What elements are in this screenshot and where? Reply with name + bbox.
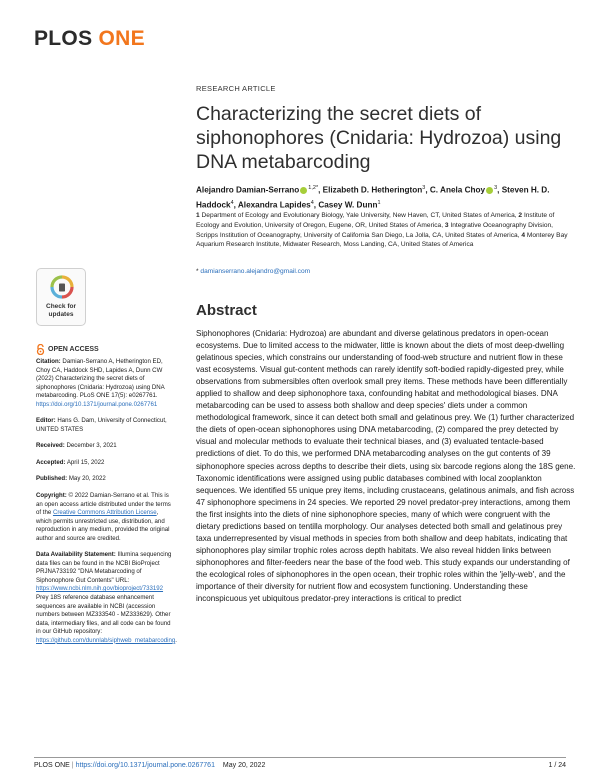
email-link[interactable]: damianserrano.alejandro@gmail.com	[200, 268, 311, 275]
open-lock-icon	[36, 344, 45, 355]
citation-doi-link[interactable]: https://doi.org/10.1371/journal.pone.0267761	[36, 400, 158, 408]
article-title: Characterizing the secret diets of siphonophores (Cnidaria: Hydrozoa) using DNA metabarcoding	[196, 103, 562, 173]
author-2[interactable]: Elizabeth D. Hetherington	[322, 185, 423, 195]
author-list: Alejandro Damian-Serrano $^{1,2*}$, Elizabeth D. Hetherington$^3$, C. Anela Choy $^3$, Steven H. D. Haddock$^4$, Alexandra Lapides$^4$, Casey W. Dunn$^1$	[196, 185, 550, 210]
corresponding-email[interactable]: * damianserrano.alejandro@gmail.com	[196, 268, 311, 275]
bioproject-link[interactable]: https://www.ncbi.nlm.nih.gov/bioproject/733192	[36, 585, 164, 593]
footer-date: May 20, 2022	[222, 762, 266, 769]
copyright-block: Copyright: © 2022 Damian-Serrano et al. This is an open access article distributed under the terms of the Creative Commons Attribution License, which permits unrestricted use, distribution, and reproduction in any medium, provided the original author and source are credited.	[36, 492, 171, 542]
orcid-icon[interactable]	[300, 187, 307, 194]
footer-divider	[34, 757, 566, 758]
license-link[interactable]: Creative Commons Attribution License	[52, 509, 157, 517]
footer-doi-link[interactable]: https://doi.org/10.1371/journal.pone.0267761	[75, 762, 215, 769]
article-type: RESEARCH ARTICLE	[196, 84, 276, 93]
page-number: 1 / 24	[548, 762, 566, 769]
check-for-updates-label: Check for updates	[46, 303, 76, 318]
journal-name-plos: PLOS	[34, 27, 93, 50]
open-access-label: OPEN ACCESS	[48, 346, 99, 353]
abstract-heading: Abstract	[196, 302, 257, 319]
journal-logo	[34, 27, 145, 51]
author-1[interactable]: Alejandro Damian-Serrano	[196, 185, 300, 195]
github-link[interactable]: https://github.com/dunnlab/siphweb_metabarcoding	[36, 636, 176, 644]
data-availability-block: Data Availability Statement: Illumina sequencing data files can be found in the NCBI BioProject PRJNA733192 "DNA Metabarcoding of Siphonophore Gut Contents" URL: https://www.ncbi.nlm.nih.gov/bioproject/733192 Prey 18S reference database enhancement sequences are available in NCBI (accession numbers between MZ333540 - MZ333629). Other data, intermediary files, and all code can be found in our GitHub repository: https://github.com/dunnlab/siphweb_metabarcoding.	[36, 551, 177, 644]
check-for-updates-badge[interactable]	[36, 268, 86, 326]
accepted-block: Accepted: April 15, 2022	[36, 458, 105, 466]
abstract-text: Siphonophores (Cnidaria: Hydrozoa) are abundant and diverse gelatinous predators in open-ocean ecosystems. Due to limited access to the midwater, little is known about the diets of most deep-dwelling gelatinous species, which constrains our understanding of food-web structure and nutrient flow in these vast ecosystems. Visual gut-content methods can rarely identify soft-bodied rapidly-digested prey, while observations from submersibles often overlook small prey items. These methods have been differentially applied to shallow and deep siphonophore taxa, confounding habitat and methodological biases. DNA metabarcoding can be used to assess both shallow and deep species' diets under a common methodological framework, since it can detect both small and gelatinous prey. We (1) further characterized the diets of open-ocean siphonophores using DNA metabarcoding, (2) compared the prey detected by visual and molecular methods to evaluate their technical biases, and (3) evaluated tentacle-based predictions of diet. To do this, we performed DNA metabarcoding analyses on the gut contents of 39 siphonophore species across depths to describe their diets, using six barcode regions along the 18S gene. Taxonomic identifications were assigned using public databases combined with local zooplankton sequences. We identified 55 unique prey items, including crustaceans, gelatinous animals, and fish across 47 siphonophore specimens in 24 species. We reported 29 novel predator-prey interactions, among them the first insights into the diets of nine siphonophore species, many of which were congruent with the dietary predictions based on tentilla morphology. Our analyses detected both small and gelatinous prey taxa underrepresented by visual methods in species from both shallow and deep habitats, indicating that siphonophores play similar trophic roles across depth habitats. We also reveal hidden links between siphonophores and filter-feeders near the base of the food web. This study expands our understanding of the ecological roles of siphonophores in the open ocean, their trophic roles within the 'jelly-web', and the importance of their diversity for nutrient flow and ecosystem functioning. Understanding these inconspicuous yet ubiquitous predator-prey interactions is critical to predict	[196, 329, 576, 604]
editor-block: Editor: Hans G. Dam, University of Connecticut, UNITED STATES	[36, 417, 167, 433]
check-for-updates-icon	[50, 275, 74, 299]
article-info-sidebar	[36, 358, 177, 653]
author-3[interactable]: C. Anela Choy	[429, 185, 486, 195]
journal-name-one: ONE	[98, 27, 145, 50]
orcid-icon[interactable]	[486, 187, 493, 194]
citation-block: Citation: Damian-Serrano A, Hetherington ED, Choy CA, Haddock SHD, Lapides A, Dunn CW (2022) Characterizing the secret diets of siphonophores (Cnidaria: Hydrozoa) using DNA metabarcoding. PLoS ONE 17(5): e0267761. https://doi.org/10.1371/journal.pone.0267761	[36, 358, 165, 408]
footer-journal: PLOS ONE	[34, 762, 70, 769]
author-5[interactable]: Alexandra Lapides	[237, 200, 311, 210]
author-4[interactable]: Steven H. D. Haddock	[196, 185, 550, 210]
received-block: Received: December 3, 2021	[36, 442, 117, 450]
published-block: Published: May 20, 2022	[36, 475, 106, 483]
affiliations: 1 Department of Ecology and Evolutionary Biology, Yale University, New Haven, CT, United States of America, 2 Institute of Ecology and Evolution, University of Oregon, Eugene, OR, United States of America, 3 Integrative Oceanography Division, Scripps Institution of Oceanography, University of California San Diego, La Jolla, CA, United States of America, 4 Monterey Bay Aquarium Research Institute, Midwater Research, Moss Landing, CA, United States of America	[196, 212, 568, 249]
open-access-badge	[36, 344, 99, 355]
author-6[interactable]: Casey W. Dunn	[318, 200, 378, 210]
